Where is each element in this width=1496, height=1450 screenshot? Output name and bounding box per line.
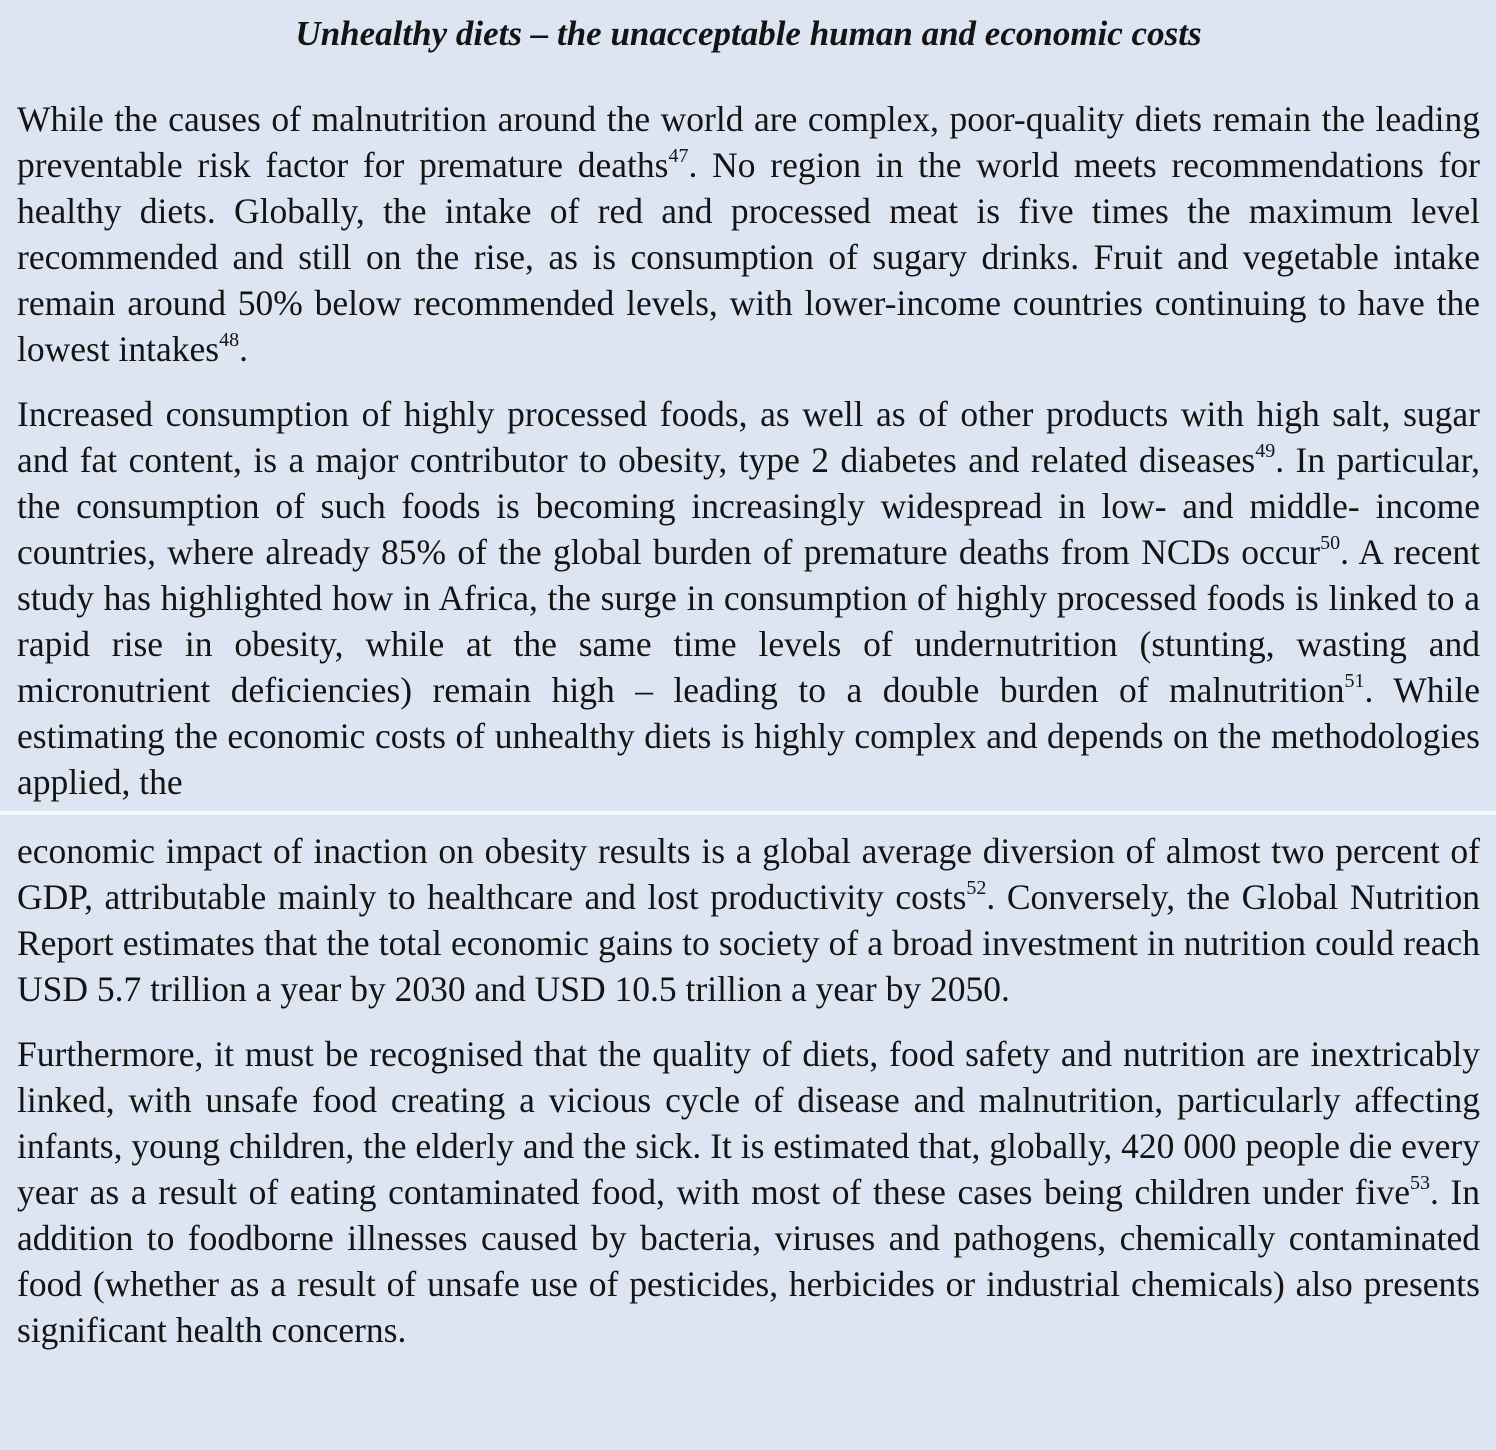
footnote-ref-51: 51 [1344,670,1365,692]
paragraph-4-text-1: Furthermore, it must be recognised that the quality of diets, food safety and nutrition are inextricably linked, with unsafe food creating a vicious cycle of disease and malnutrition, particularly affecting infants, young children, the elderly and the sick. It is estimated that, globally, 420 000 people die every year as a result of eating contaminated food, with most of these cases being children under five [17,1034,1480,1212]
paragraph-1 [17,96,1480,372]
paragraph-1-text-2: . No region in the world meets recommendations for healthy diets. Globally, the intake of red and processed meat is five times the maximum level recommended and still on the rise, as is consumption of sugary drinks. Fruit and vegetable intake remain around 50% below recommended levels, with lower-income countries continuing to have the lowest intakes [17,145,1480,369]
paragraph-1-text-3: . [239,329,248,369]
paragraph-1-text-1: While the causes of malnutrition around the world are complex, poor-quality diets remain the leading preventable risk factor for premature deaths [17,99,1480,185]
footnote-ref-52: 52 [966,877,987,899]
footnote-ref-50: 50 [1320,532,1341,554]
footnote-ref-48: 48 [219,329,240,351]
paragraph-2 [17,391,1480,805]
paragraph-2-text-4: . While estimating the economic costs of unhealthy diets is highly complex and depends on the methodologies applied, the [17,670,1480,802]
footnote-ref-47: 47 [668,145,689,167]
box-title: Unhealthy diets – the unacceptable human and economic costs [295,14,1202,53]
paragraph-2-text-1: Increased consumption of highly processed foods, as well as of other products with high salt, sugar and fat content, is a major contributor to obesity, type 2 diabetes and related diseases [17,394,1480,480]
footnote-ref-49: 49 [1255,440,1276,462]
paragraph-2-text-2: . In particular, the consumption of such foods is becoming increasingly widespread in low- and middle- income countries, where already 85% of the global burden of premature deaths from NCDs occur [17,440,1480,572]
paragraph-3-text-1: economic impact of inaction on obesity results is a global average diversion of almost two percent of GDP, attributable mainly to healthcare and lost productivity costs [17,831,1480,917]
paragraph-4 [17,1031,1480,1353]
paragraph-3-text-2: . Conversely, the Global Nutrition Report estimates that the total economic gains to society of a broad investment in nutrition could reach USD 5.7 trillion a year by 2030 and USD 10.5 trillion a year by 2050. [17,877,1480,1009]
box-lower-section [0,814,1496,1450]
paragraph-2-text-3: . A recent study has highlighted how in Africa, the surge in consumption of highly processed foods is linked to a rapid rise in obesity, while at the same time levels of undernutrition (stunting, wasting and micronutrient deficiencies) remain high – leading to a double burden of malnutrition [17,532,1480,710]
paragraph-3 [17,828,1480,1012]
footnote-ref-53: 53 [1409,1172,1430,1194]
paragraph-4-text-2: . In addition to foodborne illnesses caused by bacteria, viruses and pathogens, chemically contaminated food (whether as a result of unsafe use of pesticides, herbicides or industrial chemicals) also presents significant health concerns. [17,1172,1480,1350]
